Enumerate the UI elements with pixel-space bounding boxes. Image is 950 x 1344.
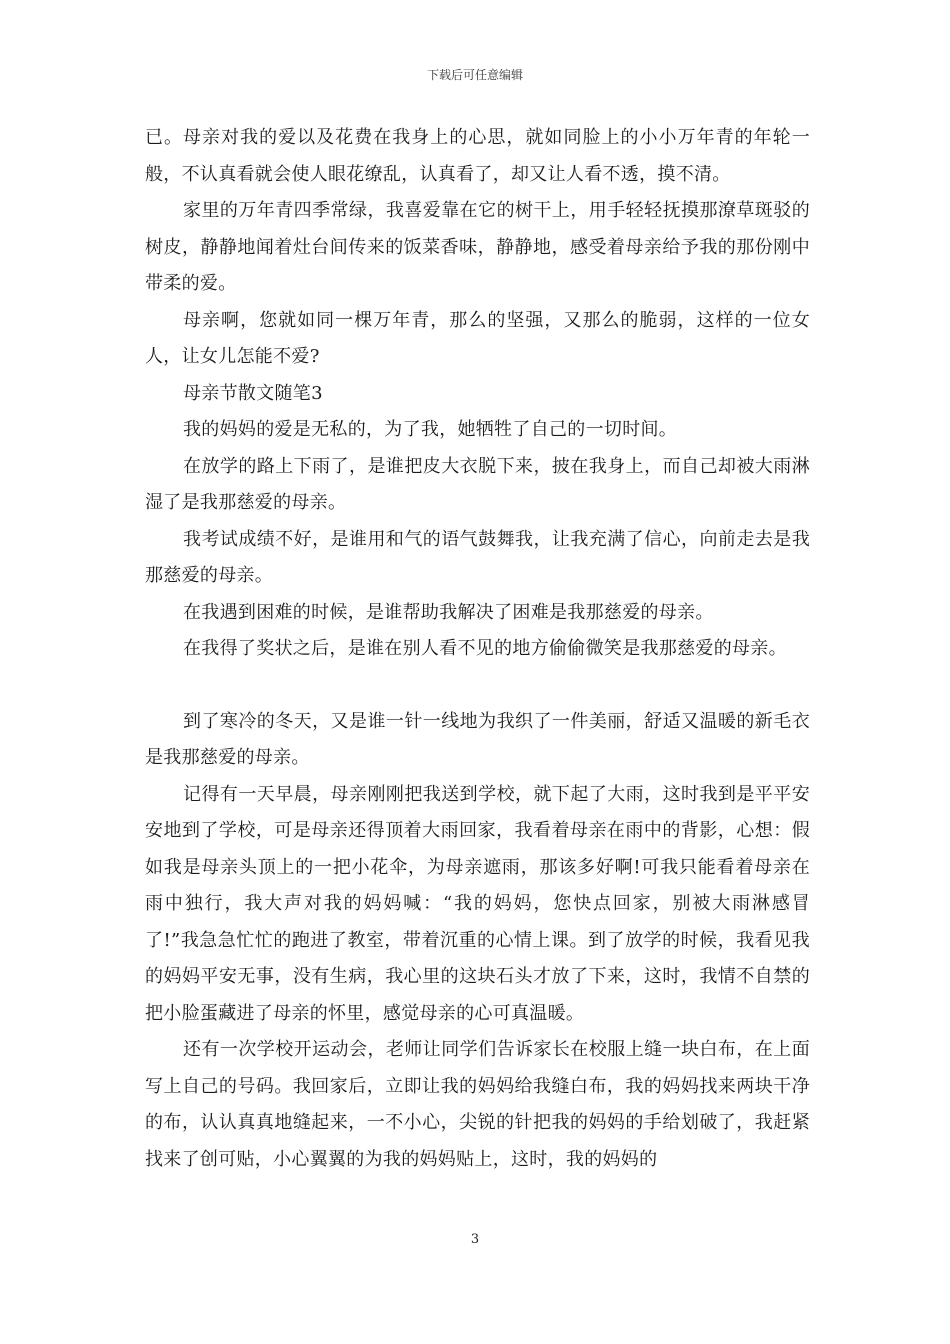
body-text (145, 120, 810, 1178)
section-heading: 母亲节散文随笔3 (183, 382, 323, 404)
paragraph: 我考试成绩不好，是谁用和气的语气鼓舞我，让我充满了信心，向前走去是我那慈爱的母亲。 (145, 528, 810, 586)
paragraph: 记得有一天早晨，母亲刚刚把我送到学校，就下起了大雨，这时我到是平平安安地到了学校，可是母亲还得顶着大雨回家，我看着母亲在雨中的背影，心想：假如我是母亲头顶上的一把小花伞，为母亲遮雨，那该多好啊!可我只能看着母亲在雨中独行，我大声对我的妈妈喊：“我的妈妈，您快点回家，别被大雨淋感冒了!”我急急忙忙的跑进了教室，带着沉重的心情上课。到了放学的时候，我看见我的妈妈平安无事，没有生病，我心里的这块石头才放了下来，这时，我情不自禁的把小脸蛋藏进了母亲的怀里，感觉母亲的心可真温暖。 (145, 783, 810, 1024)
paragraph: 在放学的路上下雨了，是谁把皮大衣脱下来，披在我身上，而自己却被大雨淋湿了是我那慈爱的母亲。 (145, 455, 810, 513)
paragraph: 家里的万年青四季常绿，我喜爱靠在它的树干上，用手轻轻抚摸那潦草斑驳的树皮，静静地闻着灶台间传来的饭菜香味，静静地，感受着母亲给予我的那份刚中带柔的爱。 (145, 200, 810, 294)
paragraph: 在我遇到困难的时候，是谁帮助我解决了困难是我那慈爱的母亲。 (183, 601, 714, 623)
paragraph: 还有一次学校开运动会，老师让同学们告诉家长在校服上缝一块白布，在上面写上自己的号码。我回家后，立即让我的妈妈给我缝白布，我的妈妈找来两块干净的布，认认真真地缝起来，一不小心，尖锐的针把我的妈妈的手给划破了，我赶紧找来了创可贴，小心翼翼的为我的妈妈贴上，这时，我的妈妈的 (145, 1039, 810, 1170)
paragraph-continuation: 已。母亲对我的爱以及花费在我身上的心思，就如同脸上的小小万年青的年轮一般，不认真看就会使人眼花缭乱，认真看了，却又让人看不透，摸不清。 (145, 127, 810, 185)
page-number: 3 (470, 1232, 480, 1247)
paragraph: 到了寒冷的冬天，又是谁一针一线地为我织了一件美丽，舒适又温暖的新毛衣是我那慈爱的母亲。 (145, 710, 810, 768)
page-header: 下载后可任意编辑 (426, 68, 523, 82)
paragraph: 我的妈妈的爱是无私的，为了我，她牺牲了自己的一切时间。 (183, 419, 678, 440)
blank-line (145, 668, 810, 704)
paragraph: 在我得了奖状之后，是谁在别人看不见的地方偷偷微笑是我那慈爱的母亲。 (183, 638, 787, 659)
paragraph: 母亲啊，您就如同一棵万年青，那么的坚强，又那么的脆弱，这样的一位女人，让女儿怎能不爱? (145, 309, 810, 367)
